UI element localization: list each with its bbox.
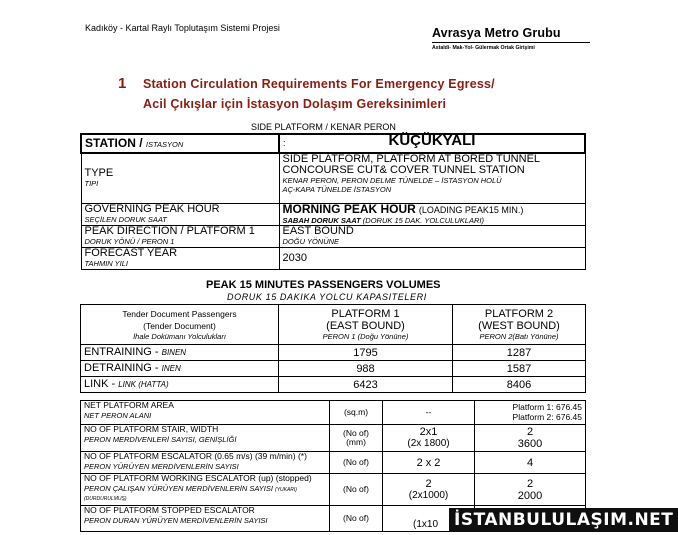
row-label: LINK - LINK (HATTA)	[81, 377, 279, 393]
platform1-direction: (EAST BOUND)	[326, 320, 405, 332]
direction-value-cell	[279, 225, 585, 247]
station-name-cell	[279, 134, 585, 153]
direction-label-tr: DORUK YÖNÜ / PERON 1	[84, 236, 175, 246]
row-label: ENTRAINING - BINEN	[81, 345, 279, 361]
platform1-title: PLATFORM 1	[331, 308, 400, 320]
colon: :	[283, 138, 286, 148]
req-unit: (No of)	[330, 452, 383, 474]
station-label-cell	[81, 134, 279, 153]
peak-volumes-subtitle: DORUK 15 DAKIKA YOLCU KAPASITELERI	[227, 292, 427, 302]
req-value: 2 x 2	[383, 452, 475, 474]
table-row	[81, 474, 586, 506]
logo-subtitle: Astaldi- Mak-Yol- Gülermak Ortak Girişimi	[432, 45, 535, 51]
type-label: TYPE	[84, 167, 114, 180]
table-row	[81, 425, 586, 452]
forecast-label-tr: TAHMIN YILI	[84, 258, 128, 268]
peak-volumes-table	[80, 304, 586, 393]
table-row	[81, 401, 586, 425]
tender-header-tr: İhale Dokümanı Yolculukları	[133, 332, 226, 341]
req-label: NO OF PLATFORM ESCALATOR (0.65 m/s) (39 m/min) (*) PERON YÜRÜYEN MERDİVENLERİN SAYISI	[81, 452, 330, 474]
req-value: 2x1 (2x 1800)	[383, 425, 475, 452]
platform2-direction: (WEST BOUND)	[478, 320, 560, 332]
peak-hour-label-cell	[81, 203, 279, 225]
section-title-en: Station Circulation Requirements For Emergency Egress/	[143, 77, 495, 91]
platform1-value: 6423	[279, 377, 453, 393]
platform1-header	[279, 305, 453, 345]
req-width: 2 3600	[475, 425, 586, 452]
direction-value-tr: DOĞU YÖNÜNE	[282, 236, 340, 246]
direction-label: PEAK DIRECTION / PLATFORM 1	[84, 224, 255, 237]
section-number: 1	[118, 75, 127, 92]
platform2-value: 1287	[453, 345, 586, 361]
platform1-value: 1795	[279, 345, 453, 361]
platform2-header	[453, 305, 586, 345]
tender-header	[81, 305, 279, 345]
platform2-value: 1587	[453, 361, 586, 377]
type-value-2: CONCOURSE CUT& COVER TUNNEL STATION	[282, 164, 525, 176]
logo-rule	[432, 42, 590, 43]
peak-hour-value: MORNING PEAK HOUR	[282, 201, 416, 216]
forecast-value: 2030	[282, 251, 307, 264]
section-title-tr: Acil Çıkışlar için İstasyon Dolaşım Gereksinimleri	[143, 97, 447, 111]
peak-hour-note-tr: (DORUK 15 DAK. YOLCULUKLARI)	[362, 215, 484, 225]
req-label: NO OF PLATFORM STOPPED ESCALATOR PERON DURAN YÜRÜYEN MERDİVENLERİN SAYISI	[81, 506, 330, 532]
watermark: İSTANBULULAŞIM.NET	[449, 508, 678, 532]
peak-hour-value-cell	[279, 203, 585, 225]
req-label: NO OF PLATFORM WORKING ESCALATOR (up) (stopped) PERON ÇALIŞAN YÜRÜYEN MERDİVENLERİN SAYISI (YUKARI) (DURDURULMUŞ)	[81, 474, 330, 506]
req-value: 2 (2x1000)	[383, 474, 475, 506]
direction-value: EAST BOUND	[282, 224, 354, 237]
req-value: (1x10	[383, 506, 475, 532]
station-label-tr: ISTASYON	[145, 139, 184, 149]
forecast-label: FORECAST YEAR	[84, 246, 178, 259]
tender-header-2: (Tender Document)	[143, 321, 216, 331]
table-row	[81, 452, 586, 474]
table-row	[81, 377, 586, 393]
req-unit: (No of)	[330, 474, 383, 506]
platform-type-caption: SIDE PLATFORM / KENAR PERON	[251, 122, 396, 132]
req-platforms: Platform 1: 676.45 Platform 2: 676.45	[475, 401, 586, 425]
peak-hour-label-tr: SEÇİLEN DORUK SAAT	[84, 214, 167, 224]
station-name: KÜÇÜKYALI	[388, 132, 476, 149]
forecast-value-cell	[279, 247, 585, 269]
table-row	[81, 361, 586, 377]
platform1-value: 988	[279, 361, 453, 377]
peak-volumes-title: PEAK 15 MINUTES PASSENGERS VOLUMES	[206, 279, 441, 291]
type-value-tr-1: KENAR PERON, PERON DELME TÜNELDE – İSTASYON HOLÜ	[282, 176, 502, 185]
type-value-cell	[279, 153, 585, 203]
peak-hour-label: GOVERNING PEAK HOUR	[84, 202, 220, 215]
req-label: NO OF PLATFORM STAIR, WIDTH PERON MERDİVENLERİ SAYISI, GENİŞLİĞİ	[81, 425, 330, 452]
platform2-value: 8406	[453, 377, 586, 393]
peak-hour-note: (LOADING PEAK15 MIN.)	[418, 204, 524, 215]
req-unit: (No of)	[330, 506, 383, 532]
project-title: Kadıköy - Kartal Raylı Toplutaşım Sistemi Projesi	[85, 23, 280, 33]
type-label-tr: TIPI	[84, 179, 99, 189]
platform1-title-tr: PERON 1 (Doğu Yönüne)	[322, 332, 409, 341]
row-label: DETRAINING - INEN	[81, 361, 279, 377]
type-value-tr-2: AÇ-KAPA TÜNELDE İSTASYON	[282, 185, 392, 194]
tender-header-1: Tender Document Passengers	[122, 309, 237, 319]
type-value-1: SIDE PLATFORM, PLATFORM AT BORED TUNNEL	[282, 153, 541, 165]
req-width: 2 2000	[475, 474, 586, 506]
logo-title: Avrasya Metro Grubu	[432, 26, 561, 40]
station-info-table	[80, 133, 586, 270]
type-label-cell	[81, 153, 279, 203]
platform2-title-tr: PERON 2(Batı Yönüne)	[479, 332, 559, 341]
peak-hour-value-tr: SABAH DORUK SAAT	[282, 215, 361, 225]
req-width: 4	[475, 452, 586, 474]
direction-label-cell	[81, 225, 279, 247]
req-unit: (sq.m)	[330, 401, 383, 425]
req-unit: (No of) (mm)	[330, 425, 383, 452]
station-label: STATION /	[85, 135, 146, 150]
req-label: NET PLATFORM AREA NET PERON ALANI	[81, 401, 330, 425]
platform2-title: PLATFORM 2	[484, 308, 554, 320]
table-row	[81, 345, 586, 361]
forecast-label-cell	[81, 247, 279, 269]
req-value: --	[383, 401, 475, 425]
company-logo	[432, 26, 590, 66]
